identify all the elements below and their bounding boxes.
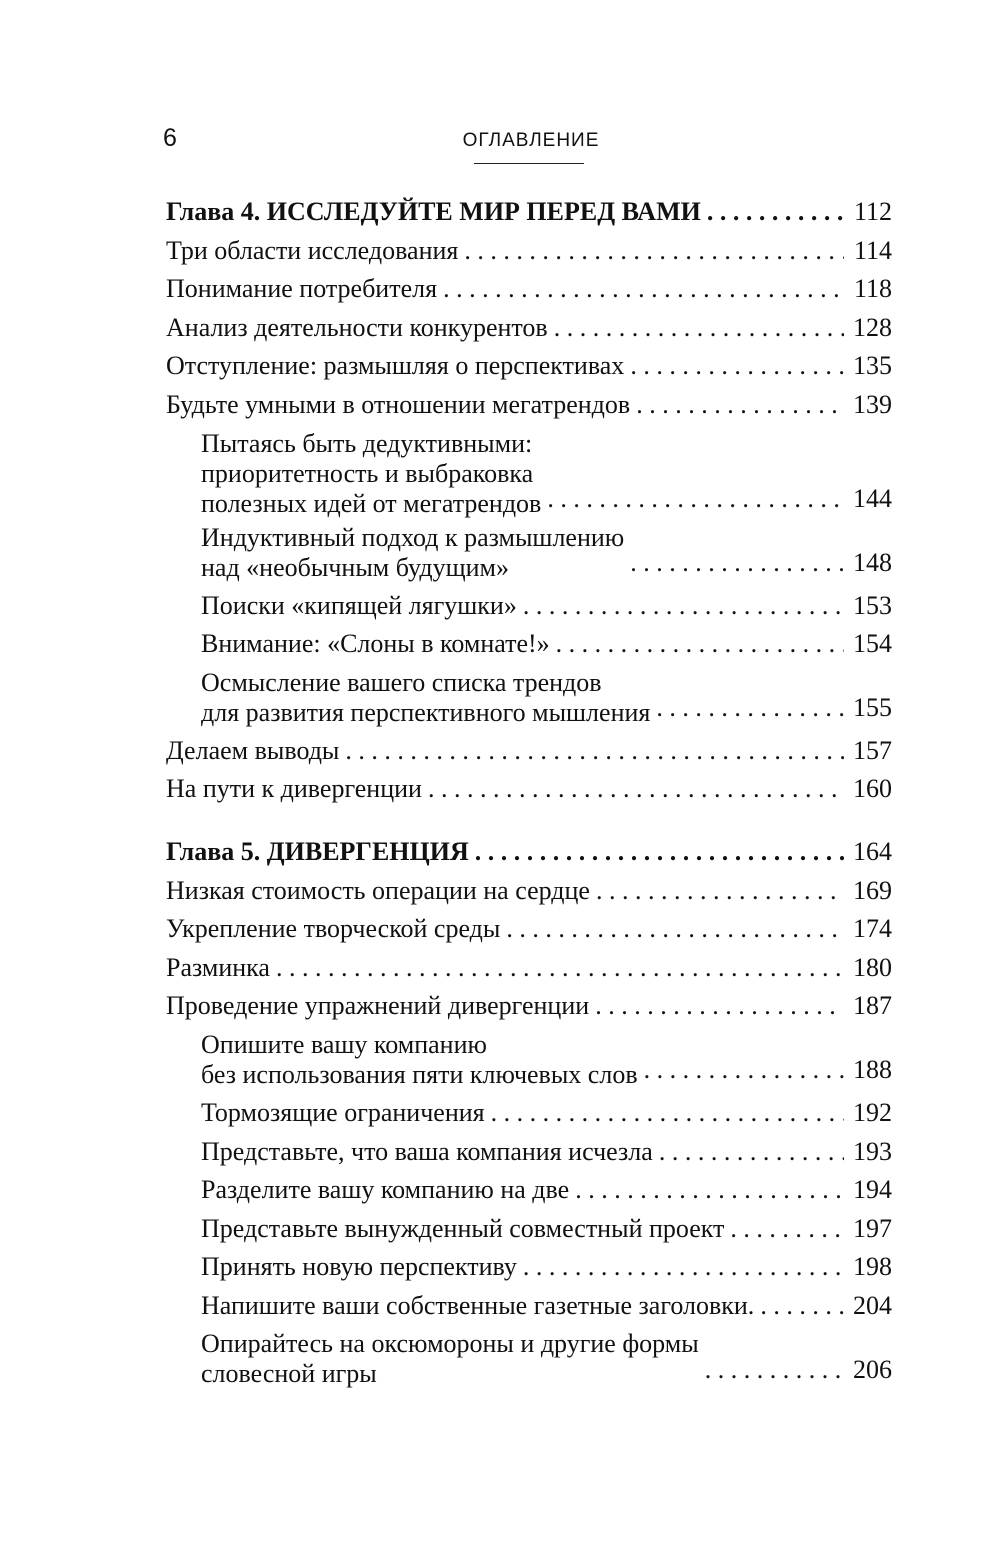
toc-entry-section <box>166 732 892 771</box>
toc-leader-dots <box>547 480 844 519</box>
toc-entry-title-line: Низкая стоимость операции на сердце <box>166 875 590 905</box>
toc-page-number: 112 <box>853 197 892 226</box>
toc-entry-section <box>166 270 892 309</box>
toc-entry-title-line: Осмысление вашего списка трендов <box>201 667 602 697</box>
toc-leader-dots <box>656 689 844 728</box>
toc-entry-section <box>166 872 892 911</box>
toc-entry-title <box>201 668 650 728</box>
toc-entry-section <box>166 770 892 809</box>
toc-entry-title-line: На пути к дивергенции <box>166 774 422 804</box>
toc-page-number: 192 <box>853 1097 892 1127</box>
toc-page-number: 160 <box>853 774 892 804</box>
toc-entry-title <box>201 587 517 626</box>
toc-leader-dots <box>644 1051 844 1090</box>
toc-leader-dots <box>630 544 844 583</box>
toc-entry-title <box>166 872 590 911</box>
toc-entry-section <box>166 309 892 348</box>
toc-entry-title-line: Опирайтесь на оксюмороны и другие формы <box>201 1329 699 1359</box>
toc-page-number: 197 <box>853 1213 892 1243</box>
toc-entry-title <box>201 1171 569 1210</box>
toc-leader-dots <box>475 833 844 872</box>
toc-leader-dots <box>491 1094 844 1133</box>
toc-page-number: 198 <box>853 1252 892 1282</box>
toc-entry-subsection <box>166 1133 892 1172</box>
toc-entry-title <box>166 833 469 872</box>
toc-entry-title <box>166 949 270 988</box>
toc-entry-title <box>166 386 630 425</box>
toc-page-number: 169 <box>853 875 892 905</box>
toc-entry-title-line: без использования пяти ключевых слов <box>201 1059 638 1089</box>
toc-entry-title-line: Три области исследования <box>166 235 459 265</box>
toc-entry-section <box>166 386 892 425</box>
toc-entry-chapter <box>166 193 892 232</box>
toc-entry-title-line: для развития перспективного мышления <box>201 697 651 727</box>
toc-entry-title-line: Внимание: «Слоны в комнате!» <box>201 629 550 659</box>
toc-entry-title-line: приоритетность и выбраковка <box>201 458 534 488</box>
toc-entry-subsection <box>166 1171 892 1210</box>
toc-page-number: 155 <box>853 693 892 723</box>
toc-page-number: 206 <box>853 1354 892 1384</box>
toc-entry-title-line: Разделите вашу компанию на две <box>201 1175 570 1205</box>
toc-page-number: 118 <box>853 274 892 304</box>
toc-entry-title <box>201 1210 724 1249</box>
toc-leader-dots <box>506 910 844 949</box>
toc-page-number: 194 <box>853 1175 892 1205</box>
toc-entry-title <box>201 429 541 519</box>
toc-page-number: 187 <box>853 991 892 1021</box>
toc-entry-subsection <box>166 1030 892 1090</box>
toc-entry-title <box>166 347 624 386</box>
toc-leader-dots <box>345 732 844 771</box>
toc-entry-title-line: Отступление: размышляя о перспективах <box>166 351 625 381</box>
toc-entry-title-line: Глава 4. ИССЛЕДУЙТЕ МИР ПЕРЕД ВАМИ <box>166 197 701 226</box>
toc-entry-title-line: Проведение упражнений дивергенции <box>166 991 590 1021</box>
toc-leader-dots <box>554 309 844 348</box>
toc-entry-subsection <box>166 429 892 519</box>
toc-page-number: 180 <box>853 952 892 982</box>
page-number: 6 <box>163 124 177 152</box>
toc-entry-subsection <box>166 1287 892 1326</box>
toc-page-number: 188 <box>853 1055 892 1085</box>
toc-entry-subsection <box>166 668 892 728</box>
toc-entry-title <box>166 309 548 348</box>
toc-leader-dots <box>730 1210 844 1249</box>
toc-entry-title-line: Анализ деятельности конкурентов <box>166 312 548 342</box>
toc-leader-dots <box>276 949 844 988</box>
toc-page-number: 174 <box>853 914 892 944</box>
toc-entry-subsection <box>166 1094 892 1133</box>
toc-leader-dots <box>630 347 844 386</box>
toc-entry-title <box>166 193 701 232</box>
toc-entry-subsection <box>166 1248 892 1287</box>
toc-entry-title <box>166 910 500 949</box>
toc-page-number: 148 <box>853 547 892 577</box>
toc-page-number: 144 <box>853 483 892 513</box>
toc-leader-dots <box>596 872 844 911</box>
toc-entry-title-line: Напишите ваши собственные газетные заголовки. <box>201 1290 755 1320</box>
toc-leader-dots <box>464 232 844 271</box>
toc-entry-title <box>201 625 550 664</box>
toc-entry-title <box>201 523 624 583</box>
toc-page-number: 153 <box>853 590 892 620</box>
toc-entry-title <box>201 1030 638 1090</box>
toc-entry-title-line: Будьте умными в отношении мегатрендов <box>166 389 631 419</box>
toc-entry-title-line: Тормозящие ограничения <box>201 1097 485 1127</box>
toc-leader-dots <box>523 1248 844 1287</box>
toc-entry-title-line: Понимание потребителя <box>166 274 438 304</box>
toc-entry-title <box>166 270 437 309</box>
toc-page-number: 204 <box>853 1290 892 1320</box>
toc-entry-title-line: Поиски «кипящей лягушки» <box>201 590 517 620</box>
toc-entry-title <box>166 232 458 271</box>
toc-entry-title <box>201 1094 485 1133</box>
toc-entry-chapter <box>166 833 892 872</box>
toc-entry-title <box>201 1133 653 1172</box>
toc-entry-section <box>166 232 892 271</box>
running-head-rule <box>474 163 584 164</box>
toc-entry-section <box>166 949 892 988</box>
toc-page-number: 139 <box>853 389 892 419</box>
table-of-contents <box>166 193 892 1393</box>
toc-entry-title-line: Глава 5. ДИВЕРГЕНЦИЯ <box>166 836 469 866</box>
chapter-gap <box>166 809 892 833</box>
toc-page-number: 135 <box>853 351 892 381</box>
toc-leader-dots <box>523 587 844 626</box>
toc-entry-subsection <box>166 1329 892 1389</box>
toc-entry-title-line: полезных идей от мегатрендов <box>201 488 542 518</box>
toc-entry-title-line: Представьте, что ваша компания исчезла <box>201 1136 653 1166</box>
toc-entry-title <box>201 1248 517 1287</box>
toc-entry-subsection <box>166 625 892 664</box>
toc-entry-section <box>166 347 892 386</box>
toc-entry-title-line: Принять новую перспективу <box>201 1252 517 1282</box>
toc-leader-dots <box>760 1287 844 1326</box>
toc-entry-title-line: над «необычным будущим» <box>201 552 509 582</box>
toc-entry-title-line: словесной игры <box>201 1359 377 1389</box>
toc-entry-section <box>166 910 892 949</box>
toc-page-number: 164 <box>853 836 892 866</box>
toc-entry-subsection <box>166 587 892 626</box>
toc-leader-dots <box>705 1351 844 1390</box>
toc-entry-title <box>166 987 589 1026</box>
toc-entry-title-line: Укрепление творческой среды <box>166 914 501 944</box>
toc-page-number: 154 <box>853 629 892 659</box>
toc-entry-section <box>166 987 892 1026</box>
toc-leader-dots <box>575 1171 844 1210</box>
toc-page-number: 114 <box>853 235 892 265</box>
toc-entry-title-line: Делаем выводы <box>166 735 340 765</box>
toc-entry-title-line: Опишите вашу компанию <box>201 1029 487 1059</box>
toc-leader-dots <box>443 270 844 309</box>
toc-leader-dots <box>707 193 844 232</box>
toc-page-number: 193 <box>853 1136 892 1166</box>
toc-leader-dots <box>636 386 844 425</box>
toc-entry-subsection <box>166 1210 892 1249</box>
toc-leader-dots <box>659 1133 844 1172</box>
toc-entry-title <box>166 732 339 771</box>
toc-leader-dots <box>556 625 844 664</box>
running-head: ОГЛАВЛЕНИЕ <box>462 130 600 151</box>
toc-entry-title-line: Пытаясь быть дедуктивными: <box>201 428 533 458</box>
toc-entry-title-line: Индуктивный подход к размышлению <box>201 522 625 552</box>
toc-entry-title <box>201 1287 754 1326</box>
toc-entry-title <box>201 1329 699 1389</box>
toc-leader-dots <box>428 770 844 809</box>
toc-page-number: 128 <box>853 312 892 342</box>
toc-entry-title <box>166 770 422 809</box>
toc-page-number: 157 <box>853 735 892 765</box>
toc-entry-title-line: Представьте вынужденный совместный проект <box>201 1213 725 1243</box>
toc-leader-dots <box>595 987 844 1026</box>
toc-entry-title-line: Разминка <box>166 952 270 982</box>
toc-entry-subsection <box>166 523 892 583</box>
